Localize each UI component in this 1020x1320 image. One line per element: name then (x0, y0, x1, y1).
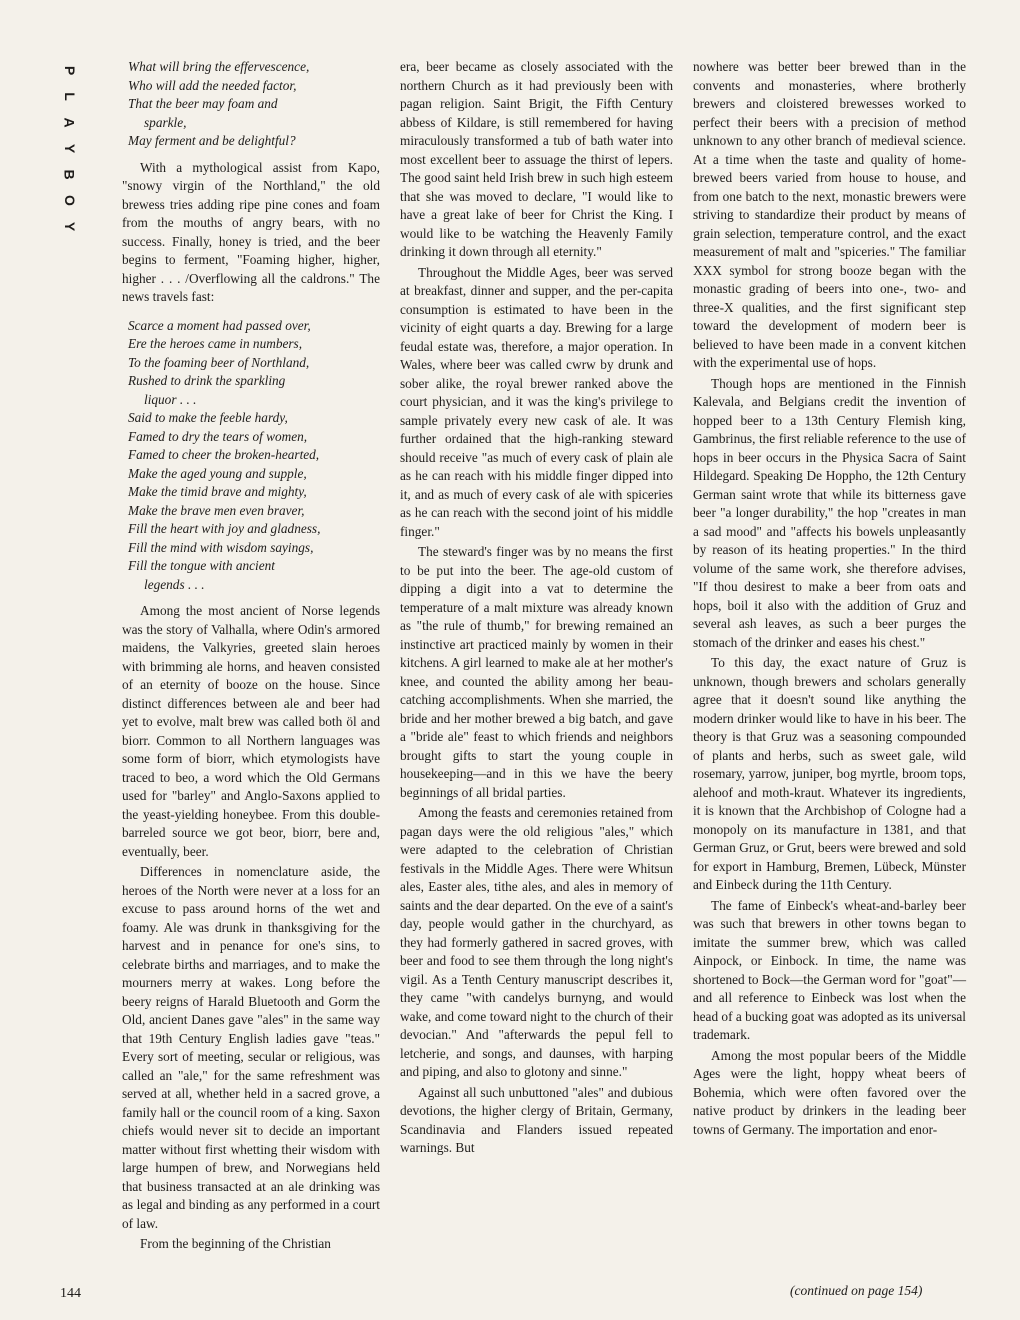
paragraph: Against all such unbuttoned "ales" and dubious devotions, the higher clergy of Britain, Germany, Scandinavia and Flanders issued repeated warnings. But (400, 1084, 673, 1155)
verse-line: legends . . . (144, 576, 205, 592)
sidebar-letter: A (62, 117, 78, 129)
column-2 (400, 58, 673, 1160)
verse-line: Who will add the needed factor, (128, 77, 297, 93)
paragraph: The fame of Einbeck's wheat-and-barley beer was such that brewers in other towns began to imitate the summer brew, which was called Ainpock, or Einbock. In time, the name was shortened to Bock—the German word for "goat"—and all reference to Einbeck was lost when the head of a bucking goat was adopted as its universal trademark. (693, 897, 966, 1042)
sidebar-letter: P (62, 65, 78, 77)
verse-line: Famed to dry the tears of women, (128, 428, 308, 444)
sidebar-letter: Y (62, 143, 78, 155)
verse-line: Make the timid brave and mighty, (128, 484, 307, 499)
sidebar-letter: Y (62, 221, 78, 233)
paragraph: Differences in nomenclature aside, the heroes of the North were never at a loss for an excuse to pass around horns of the wet and foamy. Ale was drunk in thanksgiving for the harvest and in penance for one's sins, to celebrate births and marriages, and to make the mourners merry at wakes. Long before the beery reigns of Harald Bluetooth and Gorm the Old, ancient Danes gave "ales" in the same way that 19th Century English ladies gave "teas." Every sort of meeting, secular or religious, was called an "ale," for the same refreshment was served at all, whether held in a sacred grove, a family hall or the council room of a king. Saxon chiefs would never sit to decide an important matter without first whetting their wisdom with large humpen of brew, and Norwegians held that business transacted at an ale drinking was as legal and binding as any performed in a court of law. (122, 864, 380, 1231)
continued-note: (continued on page 154) (790, 1283, 923, 1298)
page-number: 144 (60, 1286, 81, 1301)
verse-line: Make the brave men even braver, (128, 502, 305, 518)
column-3 (693, 58, 966, 1141)
verse-line: Famed to cheer the broken-hearted, (128, 447, 320, 462)
verse-line: Make the aged young and supple, (128, 465, 307, 481)
sidebar-letter: O (61, 195, 78, 207)
paragraph: nowhere was better beer brewed than in the convents and monasteries, where brotherly brewers and cloistered brewesses worked to perfect their beers with a precision of method unknown to any other branch of medieval science. At a time when the taste and quality of home-brewed beers varied from house to house, and from one batch to the next, monastic brewers were striving to standardize their product by means of grain selection, temperature control, and the exact measurement of malt and "spiceries." The familiar XXX symbol for strong booze began with the monastic grading of beers into one-, two- and three-X qualities, and the first significant step toward the development of modern beer is believed to have been made in a convent kitchen with the experimental use of hops. (693, 59, 966, 370)
magazine-sidebar-title (56, 58, 84, 240)
column-1 (122, 58, 380, 1256)
verse-line: sparkle, (144, 114, 187, 130)
verse-line: That the beer may foam and (128, 96, 278, 111)
paragraph: Among the most ancient of Norse legends was the story of Valhalla, where Odin's armored maidens, the Valkyries, greeted slain heroes with brimming ale horns, and heaven consisted of an eternity of booze on the house. Since distinct differences between ale and beer had yet to evolve, malt brew was called both öl and biorr. Common to all Northern languages was some form of biorr, which etymologists have traced to beo, a word which the Old Germans used for "barley" and Anglo-Saxons applied to the yeast-yielding honeybee. From this double-barreled source we got beor, biorr, bere and, eventually, beer. (122, 603, 380, 859)
sidebar-letter: L (62, 92, 78, 102)
verse-line: Fill the heart with joy and gladness, (128, 521, 321, 536)
verse-line: Fill the tongue with ancient (128, 558, 275, 573)
verse-line: What will bring the effervescence, (128, 59, 310, 74)
verse-line: To the foaming beer of Northland, (128, 354, 310, 370)
verse-line: Ere the heroes came in numbers, (128, 336, 303, 351)
paragraph: Though hops are mentioned in the Finnish Kalevala, and Belgians credit the invention of hopped beer to a 13th Century Flemish king, Gambrinus, the first reliable reference to the use of hops in beer occurs in the Physica Sacra of Saint Hildegard. Speaking De Hoppho, the 12th Century German saint wrote that while its bitterness gave beer "a longer durability," the hop "creates in man a sad mood" and "affects his bowels unpleasantly by reason of its heating properties." In the third volume of the same work, she therefore advises, "If thou desirest to make a beer from oats and hops, boil it also with the addition of Gruz and several ash leaves, as such a beer purges the stomach of the drinker and eases his chest." (693, 375, 966, 650)
verse-line: Rushed to drink the sparkling (128, 373, 286, 388)
verse-line: liquor . . . (144, 391, 197, 407)
paragraph: From the beginning of the Christian (140, 1236, 331, 1251)
verse-line: Said to make the feeble hardy, (128, 410, 288, 425)
paragraph: era, beer became as closely associated with the northern Church as it had previously been with pagan religion. Saint Brigit, the Fifth Century abbess of Kildare, is still remembered for having miraculously transformed a tub of bath water into most excellent beer to assuage the thirst of lepers. The good saint held Irish brew in such high esteem that she was moved to declare, "I would like to have a great lake of beer for Christ the King. I would like to be watching the Heavenly Family drinking it down through all eternity." (400, 59, 673, 259)
verse-block-1 (128, 58, 380, 151)
paragraph: With a mythological assist from Kapo, "snowy virgin of the Northland," the old brewess tries adding ripe pine cones and foam from the mouths of angry bears, with no success. Finally, honey is tried, and the beer begins to ferment, "Foaming higher, higher, higher . . . /Overflowing all the caldrons." The news travels fast: (122, 159, 380, 304)
paragraph: Among the most popular beers of the Middle Ages were the light, hoppy wheat beers of Bohemia, which were often favored over the native product by drinkers in the leading beer towns of Germany. The importation and enor- (693, 1047, 966, 1137)
verse-line: Scarce a moment had passed over, (128, 317, 311, 333)
paragraph: Among the feasts and ceremonies retained from pagan days were the old religious "ales," which were adapted to the celebration of Christian festivals in the Middle Ages. There were Whitsun ales, Easter ales, tithe ales, and ales in memory of saints and the dear departed. On the eve of a saint's day, people would gather in the churchyard, as they had formerly gathered in sacred groves, with beer and food to see them through the long night's vigil. As a Tenth Century manuscript describes it, they came "with candelys burnyng, and would wake, and come toward night to the church of their devocian." And "afterwards the pepul fell to letcherie, and songs, and daunses, with harping and piping, and also to glotony and sinne." (400, 805, 673, 1079)
paragraph: To this day, the exact nature of Gruz is unknown, though brewers and scholars generally agree that it doesn't sound like anything the modern drinker would like to have in his beer. The theory is that Gruz was a seasoning compounded of plants and herbs, such as sweet gale, wild rosemary, yarrow, juniper, bog myrtle, broom tops, alehoof and moth-kraut. Whatever its ingredients, it is known that the Archbishop of Cologne had a monopoly on its manufacture in 1381, and that German Gruz, or Grut, beers were brewed and sold for export in Hamburg, Bremen, Lübeck, Münster and Einbeck during the 11th Century. (693, 655, 966, 892)
verse-line: Fill the mind with wisdom sayings, (128, 539, 314, 555)
paragraph: The steward's finger was by no means the first to be put into the beer. The age-old custom of dipping a digit into a vat to determine the temperature of a malt mixture was already known as "the rule of thumb," for brewing remained an instinctive art practiced mainly by women in their kitchens. A girl learned to make ale at her mother's knee, and counted the ability among her beau-catching accomplishments. When she married, the bride and her mother brewed a big batch, and gave a "bride ale" feast to which friends and neighbors brought gifts to start the young couple in housekeeping—and in this we have the beery beginnings of all bridal parties. (400, 544, 673, 800)
paragraph: Throughout the Middle Ages, beer was served at breakfast, dinner and supper, and the per-capita consumption is estimated to have been in the vicinity of eight quarts a day. Brewing for a large feudal estate was, therefore, a major operation. In Wales, where beer was called cwrw by drunk and sober alike, the royal brewer ranked above the court physician, and it was the king's privilege to sample privately every new cask of ale. It was further ordained that the high-ranking steward should receive "as much of every cask of plain ale as he can reach with his middle finger dipped into it, and as much of every cask of ale with spiceries as he can reach with the second joint of his middle finger." (400, 264, 673, 539)
sidebar-letter: B (62, 169, 78, 181)
verse-line: May ferment and be delightful? (128, 133, 296, 148)
verse-block-2 (128, 317, 380, 595)
